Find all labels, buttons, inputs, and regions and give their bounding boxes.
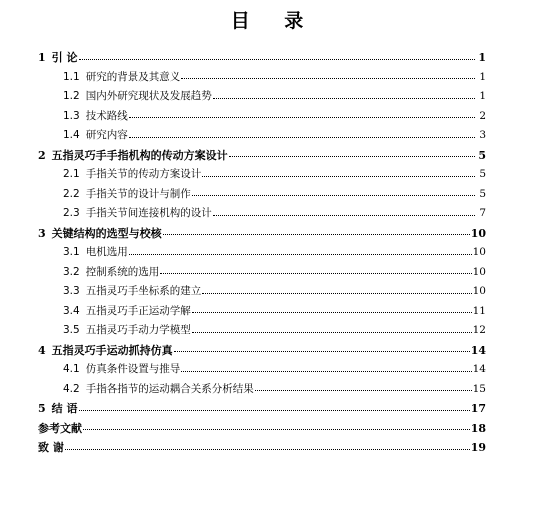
- toc-number: 3.4: [63, 304, 80, 317]
- toc-label: 结 语: [51, 402, 78, 415]
- toc-label: 技术路线: [85, 109, 128, 122]
- toc-page-number: 11: [472, 304, 486, 317]
- toc-number: 3.1: [63, 246, 80, 258]
- toc-label: 控制系统的选用: [85, 265, 160, 278]
- dot-leader: [83, 429, 470, 430]
- toc-page-number: 10: [472, 265, 486, 278]
- toc-entry[interactable]: [38, 399, 486, 419]
- toc-number: 2.3: [63, 207, 80, 219]
- toc-entry[interactable]: [38, 68, 486, 88]
- toc-number: 3: [38, 226, 46, 240]
- toc-entry[interactable]: [38, 380, 486, 400]
- toc-entry[interactable]: [38, 185, 486, 205]
- toc-label: 手指关节的设计与制作: [85, 187, 191, 200]
- toc-entry[interactable]: [38, 282, 486, 302]
- toc-page-number: 14: [472, 363, 486, 375]
- toc-label: 手指各指节的运动耦合关系分析结果: [85, 382, 254, 395]
- dot-leader: [213, 215, 475, 216]
- toc-label: 关键结构的选型与校核: [51, 226, 162, 240]
- toc-entry[interactable]: [38, 224, 486, 244]
- toc-number: 1.4: [63, 129, 80, 141]
- toc-label: 五指灵巧手手指机构的传动方案设计: [51, 148, 228, 162]
- toc-page-number: 10: [472, 246, 486, 258]
- dot-leader: [192, 312, 472, 313]
- dot-leader: [174, 351, 470, 352]
- toc-entry[interactable]: [38, 146, 486, 166]
- toc-page-number: 1: [478, 51, 486, 64]
- toc-label: 五指灵巧手正运动学解: [85, 304, 191, 317]
- toc-label: 仿真条件设置与推导: [85, 363, 181, 375]
- toc-entry[interactable]: [38, 87, 486, 107]
- toc-entry[interactable]: [38, 360, 486, 380]
- table-of-contents: [38, 48, 486, 458]
- toc-label: 致 谢: [38, 441, 64, 454]
- toc-page-number: 18: [470, 421, 486, 435]
- toc-number: 3.5: [63, 324, 80, 336]
- toc-label: 五指灵巧手动力学模型: [85, 324, 191, 336]
- dot-leader: [192, 195, 475, 196]
- toc-number: 2.1: [63, 168, 80, 180]
- toc-entry[interactable]: [38, 204, 486, 224]
- toc-number: 4.2: [63, 382, 80, 395]
- dot-leader: [79, 410, 470, 411]
- toc-label: 手指关节间连接机构的设计: [85, 207, 212, 219]
- toc-page-number: 10: [472, 285, 486, 297]
- dot-leader: [129, 117, 475, 118]
- toc-number: 1.1: [63, 70, 80, 83]
- dot-leader: [79, 59, 476, 60]
- dot-leader: [213, 98, 475, 99]
- toc-entry[interactable]: [38, 302, 486, 322]
- toc-page-number: 3: [479, 129, 486, 141]
- dot-leader: [129, 254, 472, 255]
- dot-leader: [65, 449, 470, 450]
- toc-entry[interactable]: [38, 107, 486, 127]
- toc-label: 手指关节的传动方案设计: [85, 168, 202, 180]
- toc-page-number: 5: [479, 187, 486, 200]
- toc-page-number: 17: [470, 402, 486, 415]
- toc-page-number: 15: [472, 382, 486, 395]
- toc-entry[interactable]: [38, 438, 486, 458]
- toc-page-number: 5: [479, 168, 486, 180]
- toc-label: 五指灵巧手运动抓持仿真: [51, 343, 173, 357]
- dot-leader: [181, 371, 471, 372]
- toc-entry[interactable]: [38, 126, 486, 146]
- toc-number: 2.2: [63, 187, 80, 200]
- toc-entry[interactable]: [38, 321, 486, 341]
- toc-entry[interactable]: [38, 48, 486, 68]
- toc-page-number: 2: [479, 109, 486, 122]
- toc-page-number: 12: [472, 324, 486, 336]
- toc-entry[interactable]: [38, 419, 486, 439]
- toc-label: 参考文献: [38, 421, 82, 435]
- toc-number: 2: [38, 148, 46, 162]
- toc-entry[interactable]: [38, 165, 486, 185]
- toc-page-number: 5: [478, 148, 486, 162]
- dot-leader: [202, 293, 471, 294]
- toc-page-number: 19: [470, 441, 486, 454]
- toc-label: 电机选用: [85, 246, 128, 258]
- toc-number: 1.2: [63, 90, 80, 102]
- toc-entry[interactable]: [38, 341, 486, 361]
- toc-entry[interactable]: [38, 263, 486, 283]
- dot-leader: [229, 156, 475, 157]
- toc-page-number: 10: [470, 226, 486, 240]
- toc-label: 五指灵巧手坐标系的建立: [85, 285, 202, 297]
- toc-number: 4: [38, 343, 46, 357]
- toc-entry[interactable]: [38, 243, 486, 263]
- dot-leader: [163, 234, 470, 235]
- toc-number: 4.1: [63, 363, 80, 375]
- toc-page-number: 1: [479, 70, 486, 83]
- toc-number: 3.2: [63, 265, 80, 278]
- toc-page-number: 7: [479, 207, 486, 219]
- dot-leader: [181, 78, 475, 79]
- page-title: 目 录: [230, 10, 318, 32]
- toc-number: 5: [38, 402, 46, 415]
- toc-page-number: 14: [470, 343, 486, 357]
- dot-leader: [192, 332, 472, 333]
- dot-leader: [160, 273, 471, 274]
- toc-number: 1: [38, 51, 46, 64]
- toc-label: 引 论: [51, 51, 78, 64]
- dot-leader: [202, 176, 475, 177]
- toc-number: 3.3: [63, 285, 80, 297]
- toc-label: 研究内容: [85, 129, 128, 141]
- toc-label: 国内外研究现状及发展趋势: [85, 90, 212, 102]
- dot-leader: [255, 390, 472, 391]
- toc-page-number: 1: [479, 90, 486, 102]
- toc-label: 研究的背景及其意义: [85, 70, 181, 83]
- toc-number: 1.3: [63, 109, 80, 122]
- dot-leader: [129, 137, 475, 138]
